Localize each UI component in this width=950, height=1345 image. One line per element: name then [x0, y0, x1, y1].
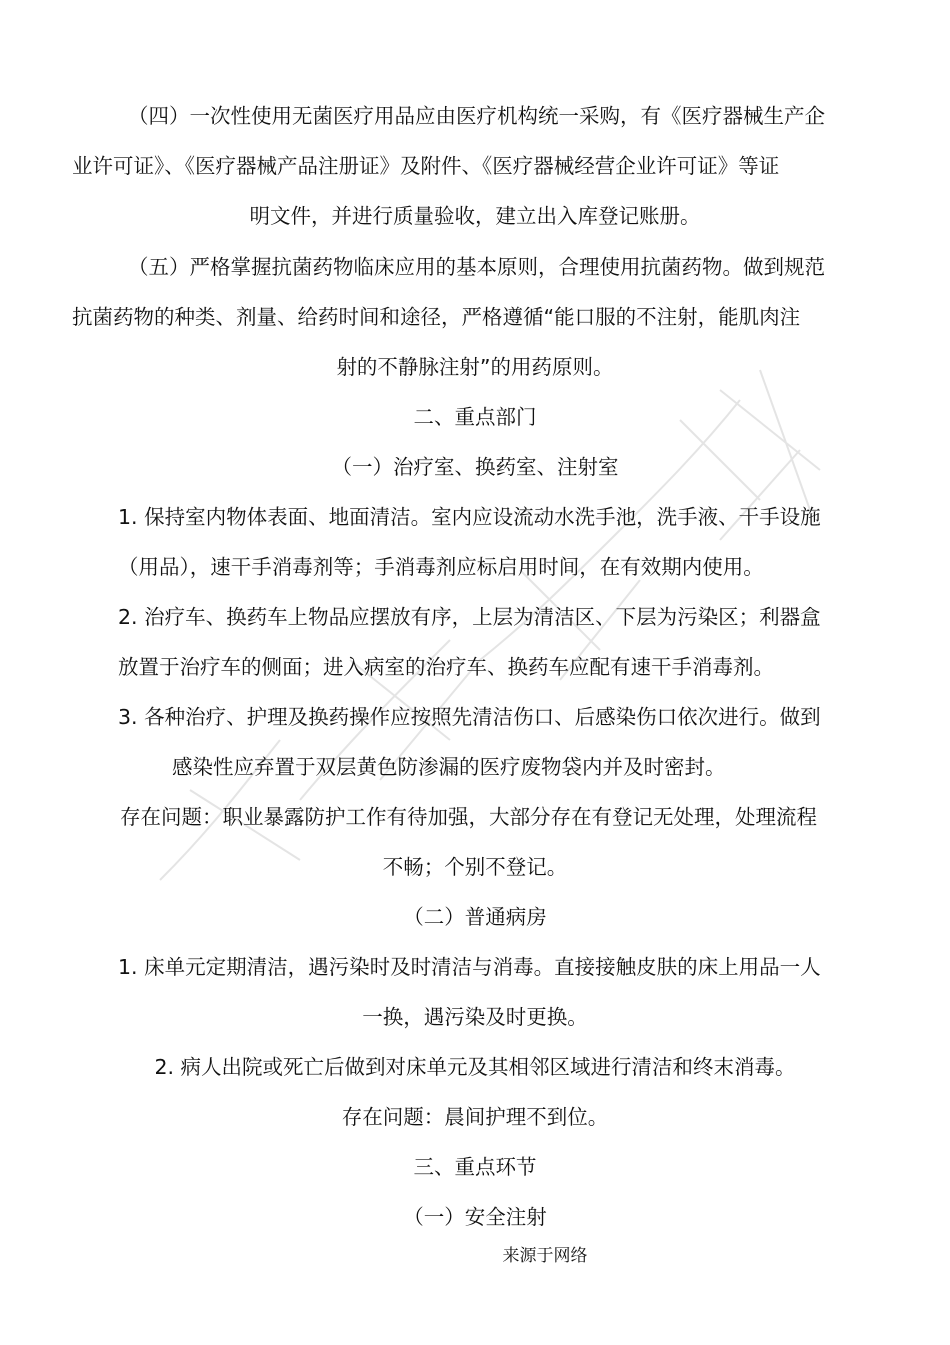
- s2-issue-line-1: 存在问题：职业暴露防护工作有待加强，大部分存在有登记无处理，处理流程: [120, 805, 817, 829]
- section3-heading: 三、重点环节: [413, 1155, 537, 1179]
- s2-item3-line-1: 3. 各种治疗、护理及换药操作应按照先清洁伤口、后感染伤口依次进行。做到: [118, 705, 821, 729]
- watermark: [120, 360, 840, 920]
- s2b-issue: 存在问题：晨间护理不到位。: [341, 1105, 609, 1129]
- p5-line-2: 抗菌药物的种类、剂量、给药时间和途径，严格遵循“能口服的不注射，能肌肉注: [72, 305, 801, 329]
- section2-sub2-heading: （二）普通病房: [403, 905, 547, 929]
- s2b-item1-line-2: 一换，遇污染及时更换。: [362, 1005, 588, 1029]
- p5-line-3: 射的不静脉注射”的用药原则。: [336, 355, 614, 379]
- section2-heading: 二、重点部门: [413, 405, 537, 429]
- s2-item2-line-2: 放置于治疗车的侧面；进入病室的治疗车、换药车应配有速干手消毒剂。: [118, 655, 774, 679]
- section3-sub1-heading: （一）安全注射: [403, 1205, 547, 1229]
- s2b-item1-line-1: 1. 床单元定期清洁，遇污染时及时清洁与消毒。直接接触皮肤的床上用品一人: [118, 955, 821, 979]
- s2-item1-line-1: 1. 保持室内物体表面、地面清洁。室内应设流动水洗手池，洗手液、干手设施: [118, 505, 821, 529]
- p4-line-2: 业许可证》、《医疗器械产品注册证》及附件、《医疗器械经营企业许可证》等证: [72, 154, 780, 178]
- p4-line-3: 明文件，并进行质量验收，建立出入库登记账册。: [249, 204, 701, 228]
- section2-sub1-heading: （一）治疗室、换药室、注射室: [331, 455, 619, 479]
- s2-item1-line-2: （用品），速干手消毒剂等；手消毒剂应标启用时间，在有效期内使用。: [118, 555, 764, 579]
- s2-item2-line-1: 2. 治疗车、换药车上物品应摆放有序，上层为清洁区、下层为污染区；利器盒: [118, 605, 821, 629]
- p4-line-1: （四）一次性使用无菌医疗用品应由医疗机构统一采购，有《医疗器械生产企: [128, 104, 825, 128]
- s2-item3-line-2: 感染性应弃置于双层黄色防渗漏的医疗废物袋内并及时密封。: [172, 755, 726, 779]
- s2b-item2: 2. 病人出院或死亡后做到对床单元及其相邻区域进行清洁和终末消毒。: [154, 1055, 796, 1079]
- p5-line-1: （五）严格掌握抗菌药物临床应用的基本原则，合理使用抗菌药物。做到规范: [128, 255, 825, 279]
- s2-issue-line-2: 不畅；个别不登记。: [382, 855, 568, 879]
- page-footer: 来源于网络: [502, 1246, 588, 1266]
